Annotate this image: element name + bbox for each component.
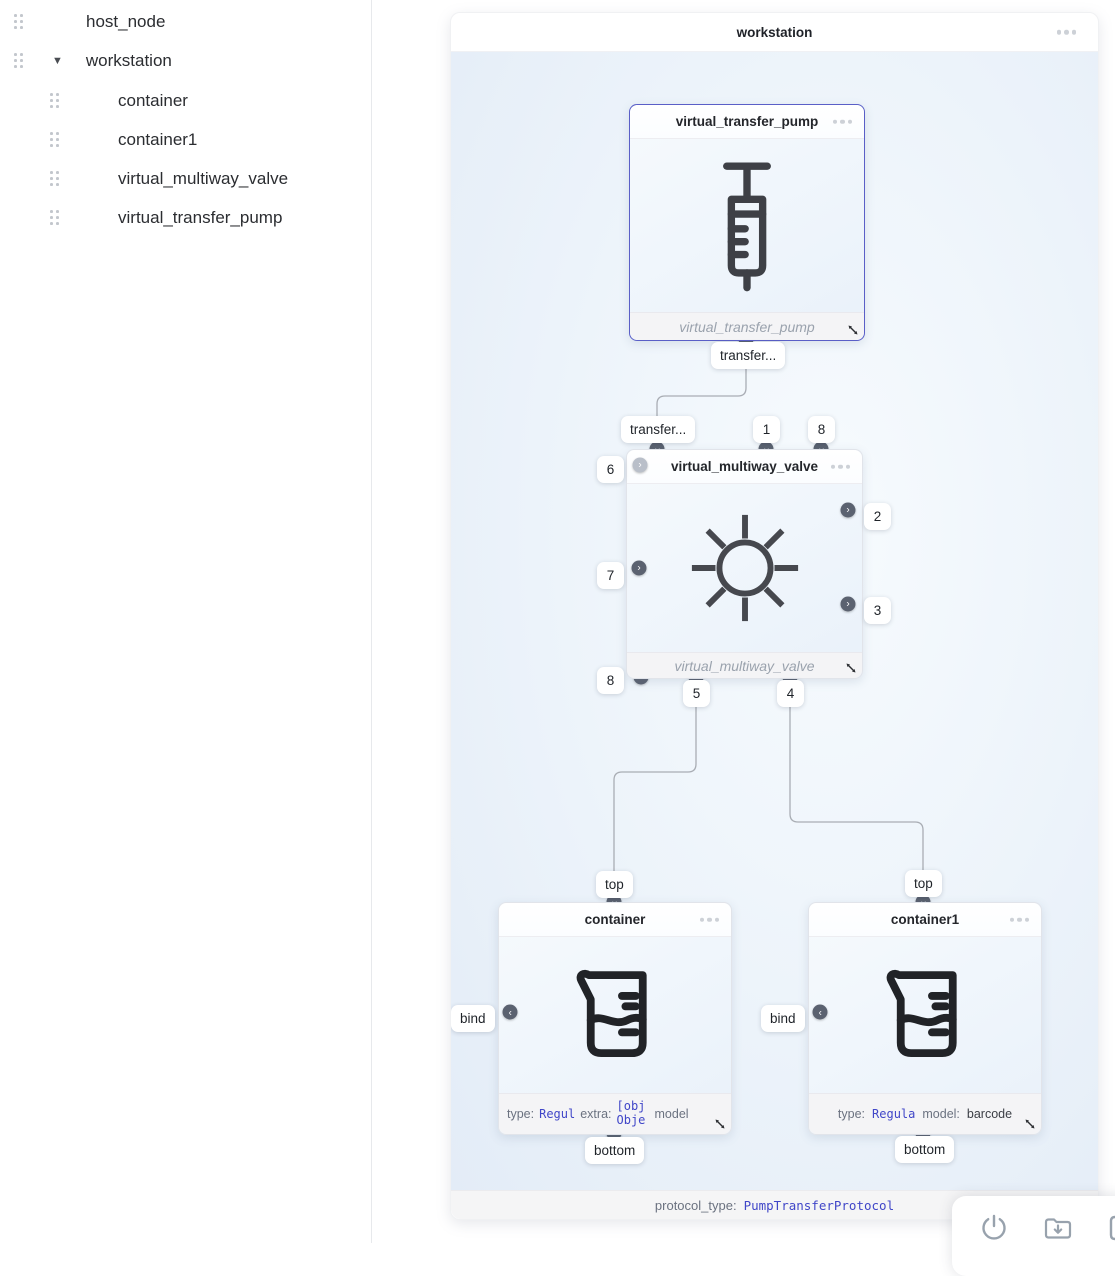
- beaker-icon: [563, 963, 667, 1067]
- container1-bind-port[interactable]: ›: [813, 1005, 828, 1020]
- ellipsis-menu-icon[interactable]: [1057, 30, 1077, 35]
- type-label: type:: [507, 1107, 535, 1121]
- type-value: Regula: [872, 1107, 916, 1121]
- resize-icon[interactable]: [1024, 1118, 1036, 1130]
- workstation-panel: [450, 12, 1099, 1220]
- tree-item-label[interactable]: virtual_multiway_valve: [118, 169, 289, 188]
- node-header[interactable]: [499, 903, 731, 937]
- port-label-valve-transfer[interactable]: transfer...: [621, 416, 695, 443]
- drag-handle-icon[interactable]: [50, 93, 60, 109]
- tree-item-label[interactable]: virtual_transfer_pump: [118, 208, 283, 227]
- folder-download-icon[interactable]: [1042, 1212, 1074, 1244]
- model-label: model:: [922, 1107, 960, 1121]
- container-fields: [499, 1100, 731, 1128]
- port-label-container-top[interactable]: top: [596, 871, 633, 898]
- port-label-valve-1[interactable]: 1: [753, 416, 780, 443]
- beaker-icon: [873, 963, 977, 1067]
- node-footer: [499, 1093, 731, 1134]
- port-label-valve-6[interactable]: 6: [597, 456, 624, 483]
- node-body: [809, 937, 1041, 1093]
- model-value: barcode: [966, 1107, 1013, 1121]
- port-label-valve-8-bottom[interactable]: 8: [597, 667, 624, 694]
- node-header[interactable]: [630, 105, 864, 139]
- extra-value: [obj Obje: [616, 1100, 646, 1127]
- resize-icon[interactable]: [847, 324, 859, 336]
- edge-valve5-to-container-top: [614, 678, 696, 900]
- resize-icon[interactable]: [845, 662, 857, 674]
- node-title: virtual_multiway_valve: [670, 459, 819, 474]
- clipped-icon[interactable]: [1106, 1212, 1115, 1244]
- power-icon[interactable]: [978, 1212, 1010, 1244]
- drag-handle-icon[interactable]: [50, 210, 60, 226]
- valve-port-3[interactable]: ›: [841, 597, 856, 612]
- tree-item-label[interactable]: host_node: [86, 12, 166, 31]
- port-label-container-bottom[interactable]: bottom: [585, 1137, 644, 1164]
- ellipsis-menu-icon[interactable]: [831, 464, 851, 469]
- node-virtual-multiway-valve[interactable]: [626, 449, 863, 679]
- port-label-valve-8-top[interactable]: 8: [808, 416, 835, 443]
- drag-handle-icon[interactable]: [50, 171, 60, 187]
- protocol-type-value: PumpTransferProtocol: [743, 1197, 895, 1213]
- node-title: container1: [890, 912, 960, 927]
- multiway-valve-icon: [686, 509, 804, 627]
- type-value: Regul: [539, 1107, 576, 1121]
- tree-item-workstation[interactable]: [0, 45, 172, 77]
- drag-handle-icon[interactable]: [50, 132, 60, 148]
- node-title: container: [584, 912, 646, 927]
- extra-label: extra:: [580, 1107, 612, 1121]
- flow-canvas[interactable]: [451, 52, 1098, 1190]
- ellipsis-menu-icon[interactable]: [1010, 917, 1030, 922]
- container-bind-port[interactable]: ›: [503, 1005, 518, 1020]
- container1-fields: [809, 1107, 1041, 1121]
- chevron-down-icon[interactable]: ▼: [52, 54, 63, 67]
- canvas-action-toolbar: [952, 1196, 1115, 1276]
- resize-icon[interactable]: [714, 1118, 726, 1130]
- ellipsis-menu-icon[interactable]: [700, 917, 720, 922]
- edge-valve4-to-container1-top: [790, 678, 923, 900]
- tree-item-label[interactable]: workstation: [85, 51, 172, 70]
- tree-item-label[interactable]: container: [118, 91, 188, 110]
- tree-item-host-node[interactable]: [0, 6, 165, 38]
- port-label-valve-7[interactable]: 7: [597, 562, 624, 589]
- node-footer-label: virtual_transfer_pump: [679, 318, 815, 335]
- node-virtual-transfer-pump[interactable]: [629, 104, 865, 341]
- panel-title: workstation: [736, 24, 813, 40]
- port-label-container-bind[interactable]: bind: [451, 1005, 495, 1032]
- node-footer: [630, 312, 864, 340]
- valve-port-2[interactable]: ›: [841, 503, 856, 518]
- node-header[interactable]: [809, 903, 1041, 937]
- drag-handle-icon[interactable]: [14, 53, 24, 69]
- port-label-valve-4[interactable]: 4: [777, 680, 804, 707]
- workstation-panel-header: [451, 13, 1098, 52]
- tree-item-virtual-transfer-pump[interactable]: [0, 202, 282, 234]
- model-label: model: [654, 1107, 689, 1121]
- valve-port-6[interactable]: ›: [633, 458, 648, 473]
- port-label-pump-transfer[interactable]: transfer...: [711, 342, 785, 369]
- node-footer: [627, 652, 862, 678]
- protocol-type-label: protocol_type:: [654, 1197, 737, 1213]
- syringe-icon: [701, 157, 793, 295]
- type-label: type:: [837, 1107, 866, 1121]
- port-label-container1-bottom[interactable]: bottom: [895, 1136, 954, 1163]
- node-title: virtual_transfer_pump: [675, 114, 819, 129]
- sidebar: [0, 0, 372, 1243]
- tree-item-label[interactable]: container1: [118, 130, 198, 149]
- node-body: [627, 484, 862, 652]
- valve-port-7[interactable]: ›: [632, 561, 647, 576]
- node-body: [499, 937, 731, 1093]
- tree-item-virtual-multiway-valve[interactable]: [0, 163, 288, 195]
- node-footer-label: virtual_multiway_valve: [674, 657, 815, 674]
- ellipsis-menu-icon[interactable]: [833, 119, 853, 124]
- port-label-valve-3[interactable]: 3: [864, 597, 891, 624]
- node-body: [630, 139, 864, 312]
- port-label-valve-2[interactable]: 2: [864, 503, 891, 530]
- port-label-valve-5[interactable]: 5: [683, 680, 710, 707]
- drag-handle-icon[interactable]: [14, 14, 24, 30]
- port-label-container1-top[interactable]: top: [905, 870, 942, 897]
- port-label-container1-bind[interactable]: bind: [761, 1005, 805, 1032]
- tree-item-container1[interactable]: [0, 124, 197, 156]
- node-header[interactable]: [627, 450, 862, 484]
- node-footer: [809, 1093, 1041, 1134]
- node-container1[interactable]: [808, 902, 1042, 1135]
- node-container[interactable]: [498, 902, 732, 1135]
- tree-item-container[interactable]: [0, 85, 188, 117]
